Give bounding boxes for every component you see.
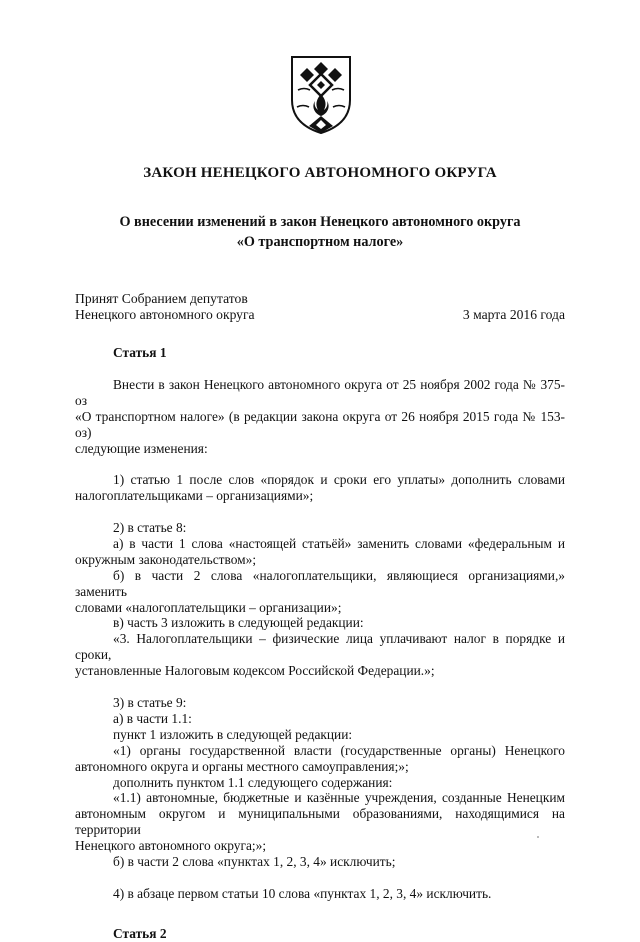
text-line: «1.1) автономные, бюджетные и казённые учреждения, созданные Ненецким bbox=[113, 790, 565, 806]
text-line: словами «налогоплательщики – организации»; bbox=[75, 599, 342, 615]
text-line: установленные Налоговым кодексом Российской Федерации.»; bbox=[75, 663, 435, 679]
nao-coat-of-arms-icon bbox=[288, 54, 354, 136]
text-line: налогоплательщиками – организациями»; bbox=[75, 488, 314, 504]
text-line: автономным округом и муниципальными образованиями, находящимися на территории bbox=[75, 806, 565, 838]
text-line: 2) в статье 8: bbox=[113, 520, 187, 536]
text-line: б) в части 2 слова «налогоплательщики, являющиеся организациями,» заменить bbox=[75, 567, 565, 599]
text-line: пункт 1 изложить в следующей редакции: bbox=[113, 726, 353, 742]
text-line: 4) в абзаце первом статьи 10 слова «пунктах 1, 2, 3, 4» исключить. bbox=[113, 885, 492, 901]
subtitle-line: О внесении изменений в закон Ненецкого автономного округа bbox=[119, 214, 521, 230]
article-heading: Статья 2 bbox=[113, 925, 167, 941]
text-line: дополнить пунктом 1.1 следующего содержания: bbox=[113, 774, 393, 790]
text-line: окружным законодательством»; bbox=[75, 551, 257, 567]
adoption-date: 3 марта 2016 года bbox=[462, 307, 565, 322]
adopted-by-line: Ненецкого автономного округа bbox=[75, 307, 255, 322]
text-line: 1) статью 1 после слов «порядок и сроки его уплаты» дополнить словами bbox=[113, 472, 565, 488]
text-line: Внести в закон Ненецкого автономного округа от 25 ноября 2002 года № 375-оз bbox=[75, 376, 565, 408]
text-line: «3. Налогоплательщики – физические лица уплачивают налог в порядке и сроки, bbox=[75, 631, 565, 663]
document-body bbox=[75, 345, 565, 942]
text-line: автономного округа и органы местного самоуправления;»; bbox=[75, 758, 409, 774]
text-line: а) в части 1 слова «настоящей статьёй» заменить словами «федеральным и bbox=[113, 535, 565, 551]
paragraph bbox=[75, 472, 565, 504]
text-line: «О транспортном налоге» (в редакции закона округа от 26 ноября 2015 года № 153-оз) bbox=[75, 408, 565, 440]
text-line: б) в части 2 слова «пунктах 1, 2, 3, 4» исключить; bbox=[113, 854, 396, 870]
text-line: следующие изменения: bbox=[75, 440, 208, 456]
text-line: 3) в статье 9: bbox=[113, 694, 187, 710]
paragraph bbox=[75, 377, 565, 457]
paragraph bbox=[75, 695, 565, 870]
paragraph bbox=[75, 886, 565, 902]
document-title: ЗАКОН НЕНЕЦКОГО АВТОНОМНОГО ОКРУГА bbox=[143, 165, 497, 181]
document-subtitle bbox=[0, 212, 640, 252]
text-line: «1) органы государственной власти (государственные органы) Ненецкого bbox=[113, 742, 565, 758]
text-line: в) часть 3 изложить в следующей редакции: bbox=[113, 615, 364, 631]
adoption-block bbox=[75, 291, 565, 323]
paragraph bbox=[75, 520, 565, 679]
subtitle-line: «О транспортном налоге» bbox=[236, 234, 404, 250]
text-line: Ненецкого автономного округа;»; bbox=[75, 838, 267, 854]
scan-speck bbox=[537, 836, 539, 838]
article-heading: Статья 1 bbox=[113, 345, 167, 360]
text-line: а) в части 1.1: bbox=[113, 710, 192, 726]
adopted-by-line: Принят Собранием депутатов bbox=[75, 291, 248, 306]
